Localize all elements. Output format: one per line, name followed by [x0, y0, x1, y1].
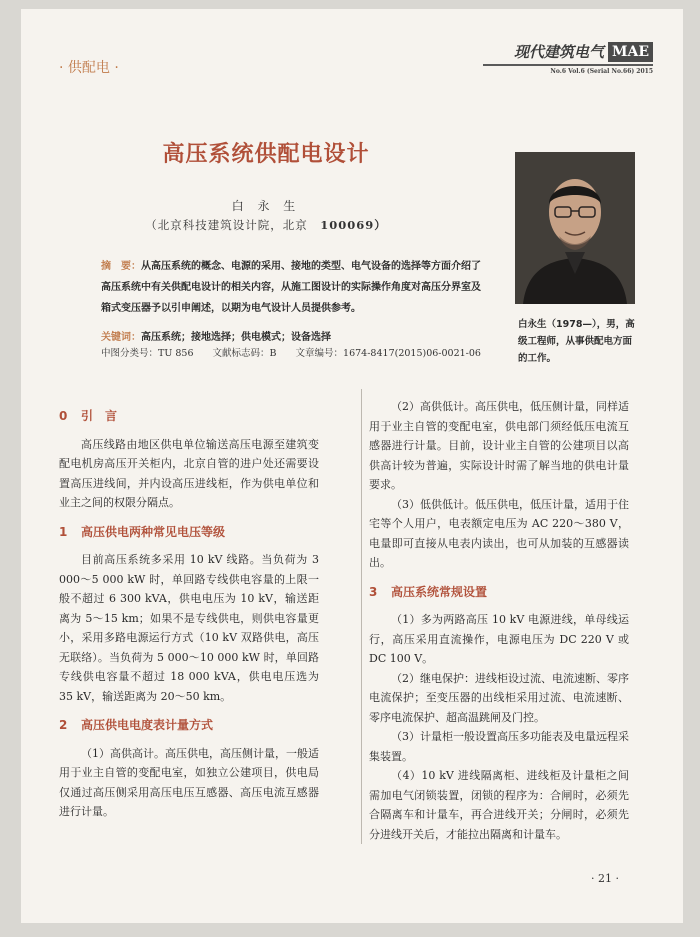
- section-number: 3: [369, 584, 378, 599]
- section-title: 高压供电两种常见电压等级: [81, 524, 226, 539]
- keywords: [101, 328, 491, 343]
- section-title: 高压供电电度表计量方式: [81, 718, 214, 732]
- abstract-label: 摘 要：: [101, 261, 141, 272]
- clc-number: 中图分类号：TU 856: [101, 348, 194, 359]
- journal-masthead: [483, 41, 653, 75]
- column-divider: [361, 389, 362, 844]
- keywords-text: 高压系统；接地选择；供电模式；设备选择: [141, 332, 331, 343]
- keywords-label: 关键词：: [101, 332, 141, 343]
- author-photo: [515, 152, 635, 304]
- section-heading-2: [59, 716, 319, 736]
- abstract: [101, 256, 489, 319]
- paragraph: （2）高供低计。高压供电，低压侧计量，同样适用于业主自管的变配电室，供电部门须经低压电流互感器进行计量。目前，设计业主自管的公建项目以高供高计较为普遍，实际设计时需了解当地的供电计量要求。: [369, 400, 629, 491]
- document-code: 文献标志码：B: [212, 348, 277, 359]
- paragraph: 高压线路由地区供电单位输送高压电源至建筑变配电机房高压开关柜内，北京自管的进户处还需要设置高压进线间，并内设高压进线柜，作为供电单位和业主之间的权限分隔点。: [59, 437, 319, 509]
- author-portrait-image: [515, 152, 635, 304]
- article-number: 文章编号：1674-8417(2015)06-0021-06: [295, 348, 481, 359]
- section-heading-3: [369, 583, 629, 603]
- journal-page: [21, 9, 683, 923]
- paragraph: （3）低供低计。低压供电，低压计量，适用于住宅等个人用户，电表额定电压为 AC 220～380 V，电量即可直接从电表内读出，也可从加装的互感器读出。: [369, 497, 629, 569]
- article-title: 高压系统供配电设计: [162, 142, 370, 167]
- masthead-rule: [483, 64, 653, 66]
- paragraph: （1）多为两路高压 10 kV 电源进线，单母线运行，高压采用直流操作，电源电压为 DC 220 V 或 DC 100 V。: [369, 613, 629, 665]
- section-heading-0: [59, 407, 319, 427]
- section-heading-1: [59, 523, 319, 543]
- section-number: 2: [59, 718, 68, 732]
- section-number: 0: [59, 409, 68, 423]
- section-tag: · 供配电 ·: [59, 60, 119, 76]
- classification-line: [101, 345, 501, 359]
- journal-name: 现代建筑电气: [513, 43, 604, 61]
- left-column: [59, 397, 319, 822]
- affiliation-postcode: 100069）: [320, 218, 387, 232]
- section-title: 高压系统常规设置: [391, 584, 488, 599]
- author-bio: 白永生（1978—），男，高级工程师，从事供配电方面的工作。: [518, 319, 635, 364]
- journal-logo: MAE: [608, 42, 653, 62]
- section-title: 引 言: [81, 409, 118, 423]
- affiliation-text: （北京科技建筑设计院，北京: [145, 218, 308, 232]
- article-author: 白 永 生: [231, 199, 301, 213]
- paragraph: （1）高供高计。高压供电，高压侧计量，一般适用于业主自管的变配电室，如独立公建项目，供电局仅通过高压侧采用高压电压互感器、高压电流互感器进行计量。: [59, 746, 319, 818]
- paragraph: （4）10 kV 进线隔离柜、进线柜及计量柜之间需加电气闭锁装置，闭锁的程序为：合闸时，必须先合隔离车和计量车，再合进线开关；分闸时，必须先分进线开关后，才能拉出隔离和计量车。: [369, 769, 629, 841]
- article-affiliation: [21, 217, 511, 233]
- journal-issue: No.6 Vol.6 (Serial No.66) 2015: [550, 68, 653, 75]
- abstract-text: 从高压系统的概念、电源的采用、接地的类型、电气设备的选择等方面介绍了高压系统中有关供配电设计的相关内容，从施工图设计的实际操作角度对高压分界室及箱式变压器予以引申阐述，以期为电气设计人员提供参考。: [101, 261, 481, 314]
- page-number: · 21 ·: [591, 872, 619, 885]
- section-number: 1: [59, 524, 68, 539]
- paragraph: （2）继电保护：进线柜设过流、电流速断、零序电流保护；至变压器的出线柜采用过流、电流速断、零序电流保护、超高温跳闸及门控。: [369, 671, 629, 724]
- paragraph: （3）计量柜一般设置高压多功能表及电量远程采集装置。: [369, 730, 629, 763]
- paragraph: 目前高压系统多采用 10 kV 线路。当负荷为 3 000～5 000 kW 时，单回路专线供电容量的上限一般不超过 6 300 kVA，供电电压为 10 kV，输送距离为 5～15 km；如果不是专线供电，则供电容量更小，采用多路电源运行方式（10 kV 双路供电，高压无联络）。当负荷为 5 000～10 000 kW 时，单回路专线供电容量不超过 18 000 kVA，供电电压选为 35 kV，输送距离为 20～50 km。: [59, 553, 319, 703]
- right-column: [369, 397, 629, 844]
